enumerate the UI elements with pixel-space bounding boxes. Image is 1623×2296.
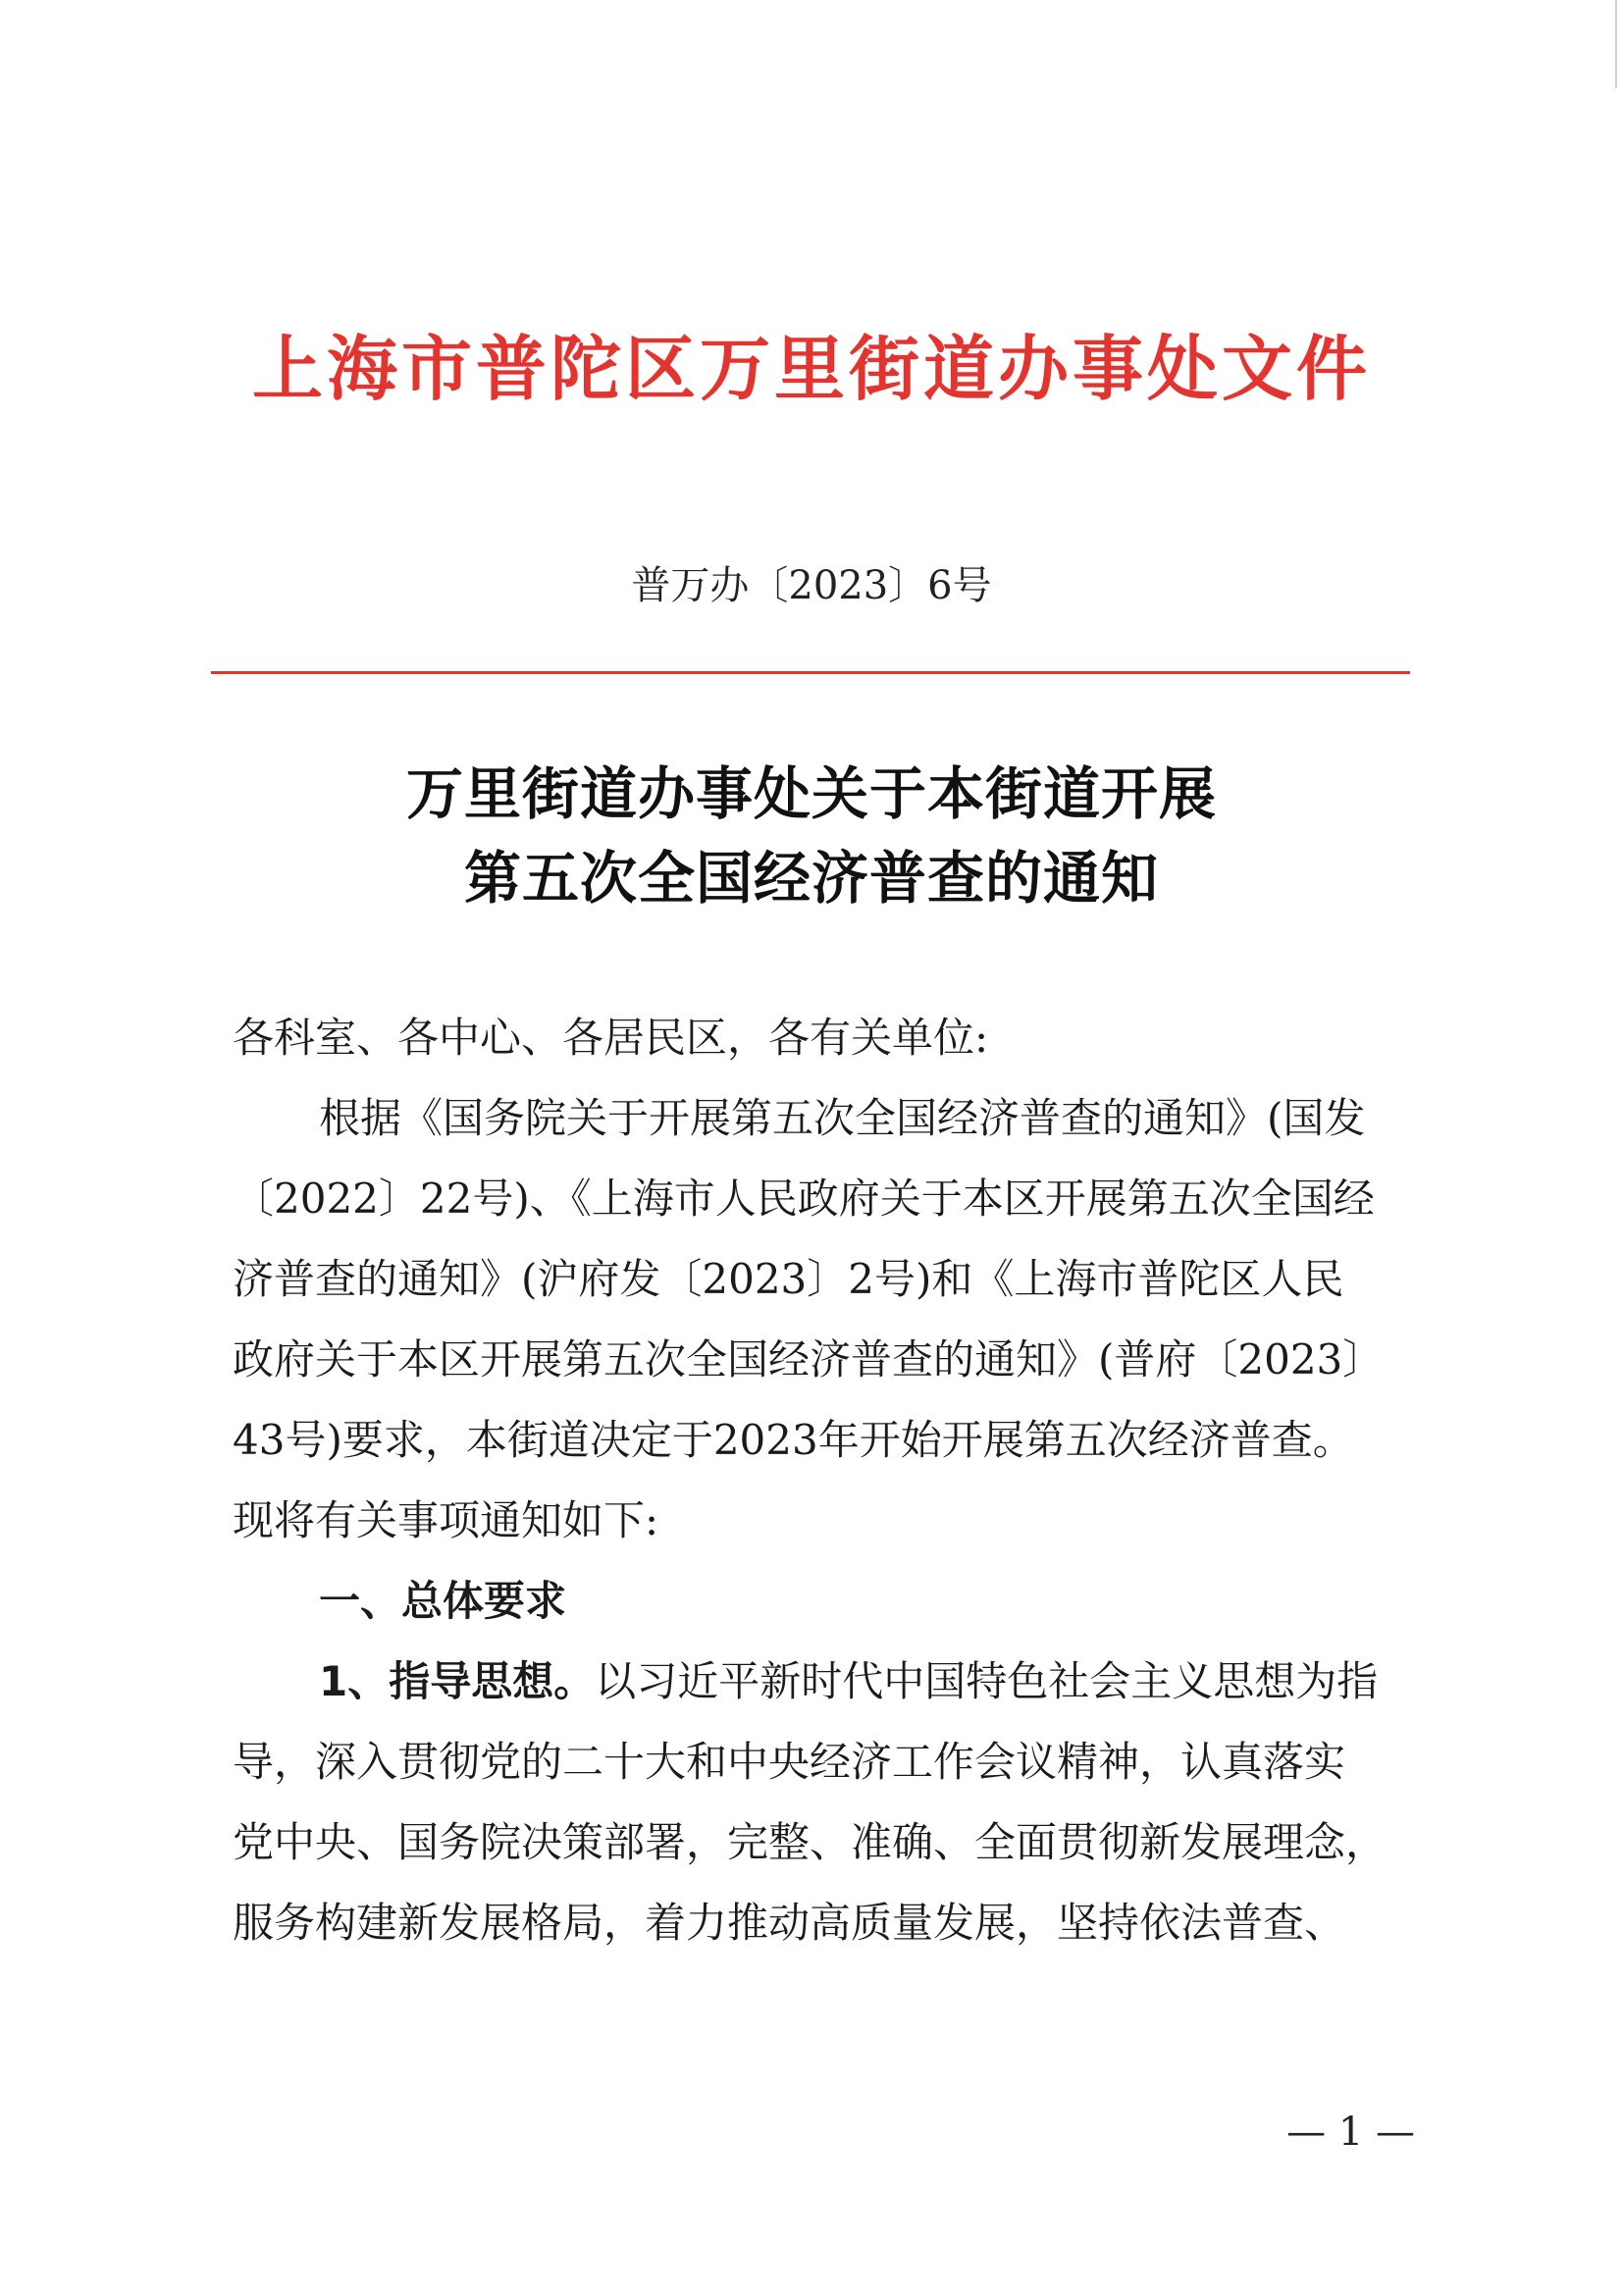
item1-line: 导，深入贯彻党的二十大和中央经济工作会议精神，认真落实: [233, 1738, 1346, 1786]
para1-line: 济普查的通知》(沪府发〔2023〕2号)和《上海市普陀区人民: [233, 1255, 1344, 1303]
document-title-line1: 万里街道办事处关于本街道开展: [405, 760, 1217, 827]
para1-line: 政府关于本区开展第五次全国经济普查的通知》(普府〔2023〕: [233, 1335, 1385, 1383]
para1-line: 根据《国务院关于开展第五次全国经济普查的通知》(国发: [319, 1094, 1366, 1142]
para1-line: 43号)要求，本街道决定于2023年开始开展第五次经济普查。: [233, 1416, 1354, 1464]
item1-line: 党中央、国务院决策部署，完整、准确、全面贯彻新发展理念，: [233, 1818, 1387, 1866]
item1-text: 以习近平新时代中国特色社会主义思想为指: [595, 1657, 1379, 1705]
page-edge-mark: [1615, 0, 1617, 88]
section-heading: 一、总体要求: [319, 1577, 567, 1625]
body: [233, 998, 1420, 1963]
para1-line: 〔2022〕22号)、《上海市人民政府关于本区开展第五次全国经: [233, 1174, 1375, 1223]
salutation: 各科室、各中心、各居民区，各有关单位:: [233, 1014, 989, 1062]
document-header: 上海市普陀区万里街道办事处文件: [251, 327, 1371, 410]
item1-label: 1、指导思想。: [319, 1657, 596, 1705]
item1-line: [233, 1642, 1420, 1722]
red-divider: [211, 671, 1410, 674]
para1-line: 现将有关事项通知如下:: [233, 1496, 659, 1544]
page-number: — 1 —: [1286, 2110, 1415, 2155]
document-number: 普万办〔2023〕6号: [631, 563, 992, 608]
document-title-line2: 第五次全国经济普查的通知: [463, 845, 1159, 912]
item1-line: 服务构建新发展格局，着力推动高质量发展，坚持依法普查、: [233, 1899, 1346, 1947]
